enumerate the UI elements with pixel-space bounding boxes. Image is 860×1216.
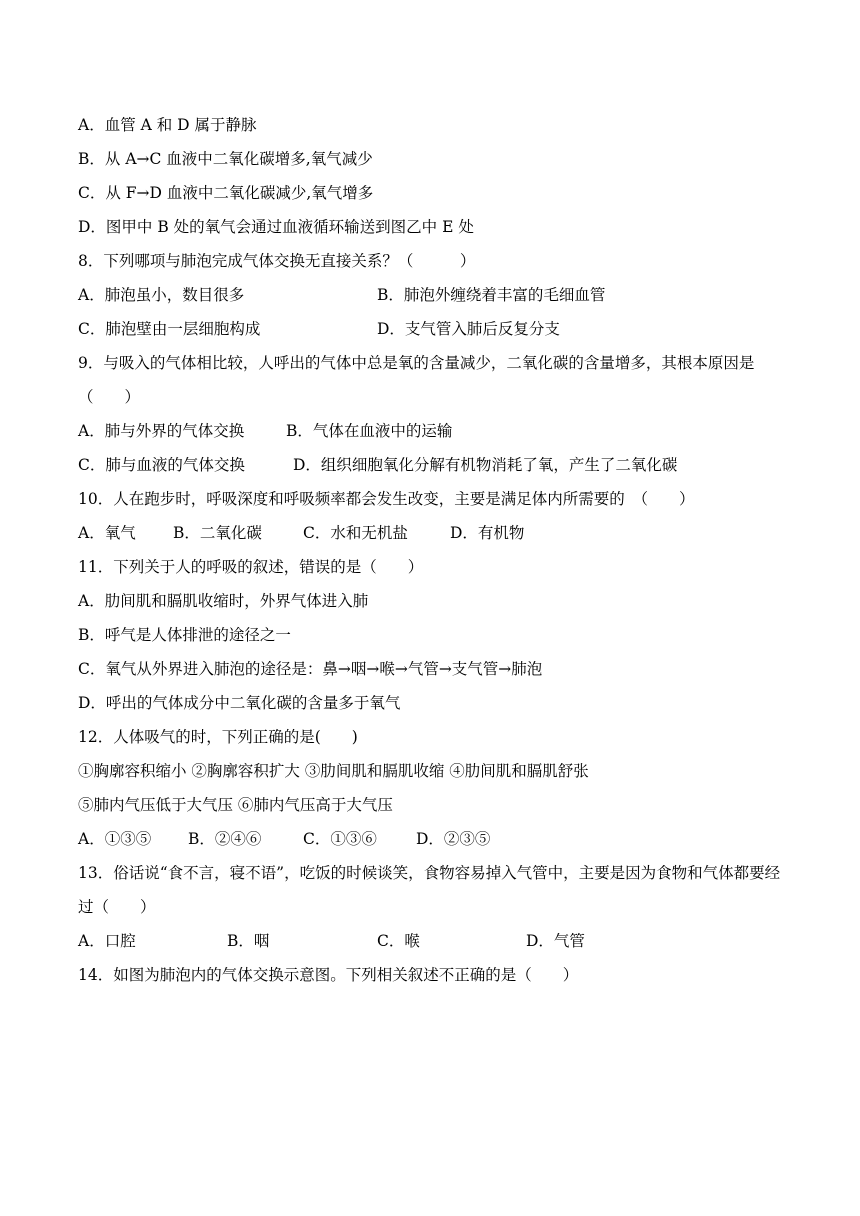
q10-option-a: A．氧气 — [78, 524, 136, 542]
q9-option-c: C．肺与血液的气体交换 — [78, 456, 245, 474]
q11-stem: 11．下列关于人的呼吸的叙述，错误的是（ ） — [78, 558, 424, 576]
q10-option-c: C．水和无机盐 — [303, 524, 408, 542]
q10-option-b: B．二氧化碳 — [173, 524, 262, 542]
q8-option-a: A．肺泡虽小，数目很多 — [78, 286, 245, 304]
q11-option-a: A．肋间肌和膈肌收缩时，外界气体进入肺 — [78, 592, 369, 610]
q12-option-d: D．②③⑤ — [416, 830, 491, 848]
q10-options-row — [78, 516, 784, 550]
q7-option-a: A．血管 A 和 D 属于静脉 — [78, 116, 257, 134]
q12-items-line-2: ⑤肺内气压低于大气压 ⑥肺内气压高于大气压 — [78, 796, 393, 814]
q9-stem: 9．与吸入的气体相比较，人呼出的气体中总是氧的含量减少，二氧化碳的含量增多，其根本原因是（ ） — [78, 354, 755, 406]
q8-options-row-1 — [78, 278, 784, 312]
q7-option-b: B．从 A→C 血液中二氧化碳增多,氧气减少 — [78, 150, 373, 168]
q12-option-a: A．①③⑤ — [78, 830, 152, 848]
q13-option-b: B．咽 — [227, 932, 270, 950]
q13-option-c: C．喉 — [377, 932, 420, 950]
q9-options-row-1 — [78, 414, 784, 448]
q10-stem: 10．人在跑步时，呼吸深度和呼吸频率都会发生改变，主要是满足体内所需要的 （ ） — [78, 490, 695, 508]
q8-stem: 8．下列哪项与肺泡完成气体交换无直接关系？（ ） — [78, 252, 476, 270]
q8-option-b: B．肺泡外缠绕着丰富的毛细血管 — [377, 286, 606, 304]
q11-option-b: B．呼气是人体排泄的途径之一 — [78, 626, 291, 644]
q8-option-c: C．肺泡壁由一层细胞构成 — [78, 320, 261, 338]
q13-options-row — [78, 924, 784, 958]
q8-option-d: D．支气管入肺后反复分支 — [377, 320, 560, 338]
exam-page — [78, 108, 784, 992]
q12-options-row — [78, 822, 784, 856]
q9-options-row-2 — [78, 448, 784, 482]
q12-option-c: C．①③⑥ — [303, 830, 377, 848]
q11-option-d: D．呼出的气体成分中二氧化碳的含量多于氧气 — [78, 694, 401, 712]
q13-option-a: A．口腔 — [78, 932, 136, 950]
q7-option-c: C．从 F→D 血液中二氧化碳减少,氧气增多 — [78, 184, 374, 202]
q11-option-c: C．氧气从外界进入肺泡的途径是：鼻→咽→喉→气管→支气管→肺泡 — [78, 660, 543, 678]
q9-option-d: D．组织细胞氧化分解有机物消耗了氧，产生了二氧化碳 — [293, 456, 678, 474]
q9-option-a: A．肺与外界的气体交换 — [78, 422, 245, 440]
q12-items-line-1: ①胸廓容积缩小 ②胸廓容积扩大 ③肋间肌和膈肌收缩 ④肋间肌和膈肌舒张 — [78, 762, 589, 780]
q12-option-b: B．②④⑥ — [188, 830, 262, 848]
q13-stem: 13．俗话说“食不言，寝不语”，吃饭的时候谈笑，食物容易掉入气管中，主要是因为食物和气体都要经过（ ） — [78, 864, 781, 916]
q14-stem: 14．如图为肺泡内的气体交换示意图。下列相关叙述不正确的是（ ） — [78, 966, 579, 984]
q13-option-d: D．气管 — [526, 932, 585, 950]
q9-option-b: B．气体在血液中的运输 — [286, 422, 453, 440]
q7-option-d: D．图甲中 B 处的氧气会通过血液循环输送到图乙中 E 处 — [78, 218, 474, 236]
q8-options-row-2 — [78, 312, 784, 346]
q12-stem: 12．人体吸气的时，下列正确的是( ) — [78, 728, 358, 746]
q10-option-d: D．有机物 — [450, 524, 525, 542]
